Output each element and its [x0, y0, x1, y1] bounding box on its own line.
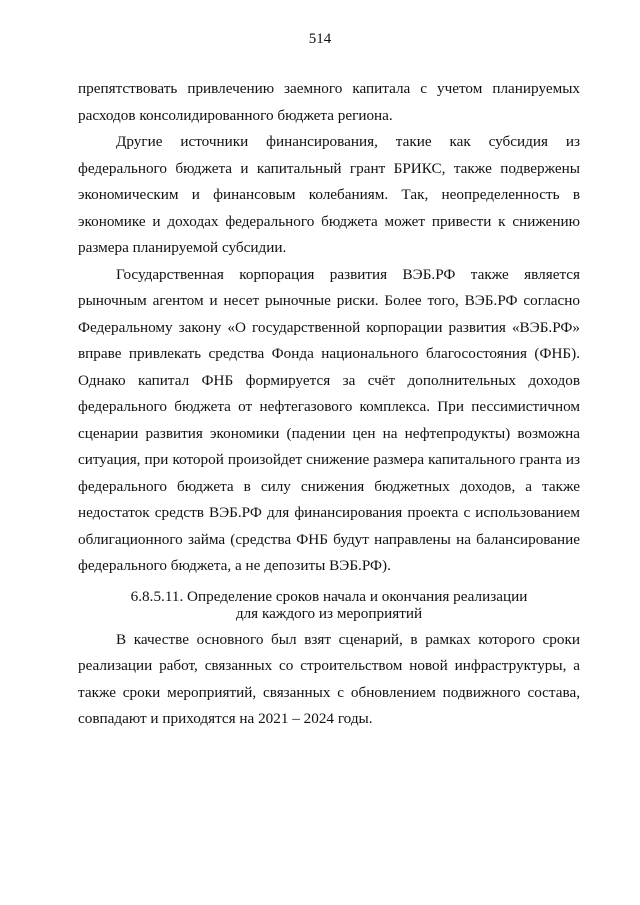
paragraph-continuation: препятствовать привлечению заемного капитала с учетом планируемых расходов консолидированного бюджета региона. [78, 80, 580, 124]
section-heading [78, 580, 580, 627]
paragraph-timeline: В качестве основного был взят сценарий, в рамках которого сроки реализации работ, связанных со строительством новой инфраструктуры, а также сроки мероприятий, связанных с обновлением подвижного состава, совпадают и приходятся на 2021 – 2024 годы. [78, 630, 580, 727]
section-heading-line-1: 6.8.5.11. Определение сроков начала и окончания реализации [130, 587, 528, 605]
page-number: 514 [308, 31, 332, 47]
paragraph-financing-sources: Другие источники финансирования, такие как субсидия из федерального бюджета и капитальный грант БРИКС, также подвержены экономическим и финансовым колебаниям. Так, неопределенность в экономике и доходах федерального бюджета может привести к снижению размера планируемой субсидии. [78, 133, 580, 256]
document-body [78, 76, 580, 733]
paragraph-veb-risks: Государственная корпорация развития ВЭБ.РФ также является рыночным агентом и несет рыночные риски. Более того, ВЭБ.РФ согласно Федеральному закону «О государственной корпорации развития «ВЭБ.РФ» вправе привлекать средства Фонда национального благосостояния (ФНБ). Однако капитал ФНБ формируется за счёт дополнительных доходов федерального бюджета от нефтегазового комплекса. При пессимистичном сценарии развития экономики (падении цен на нефтепродукты) возможна ситуация, при которой произойдет снижение размера капитального гранта из федерального бюджета в силу снижения бюджетных доходов, а также недостаток средств ВЭБ.РФ для финансирования проекта с использованием облигационного займа (средства ФНБ будут направлены на балансирование федерального бюджета, а не депозиты ВЭБ.РФ). [78, 265, 580, 574]
section-heading-line-2: для каждого из мероприятий [235, 604, 423, 622]
